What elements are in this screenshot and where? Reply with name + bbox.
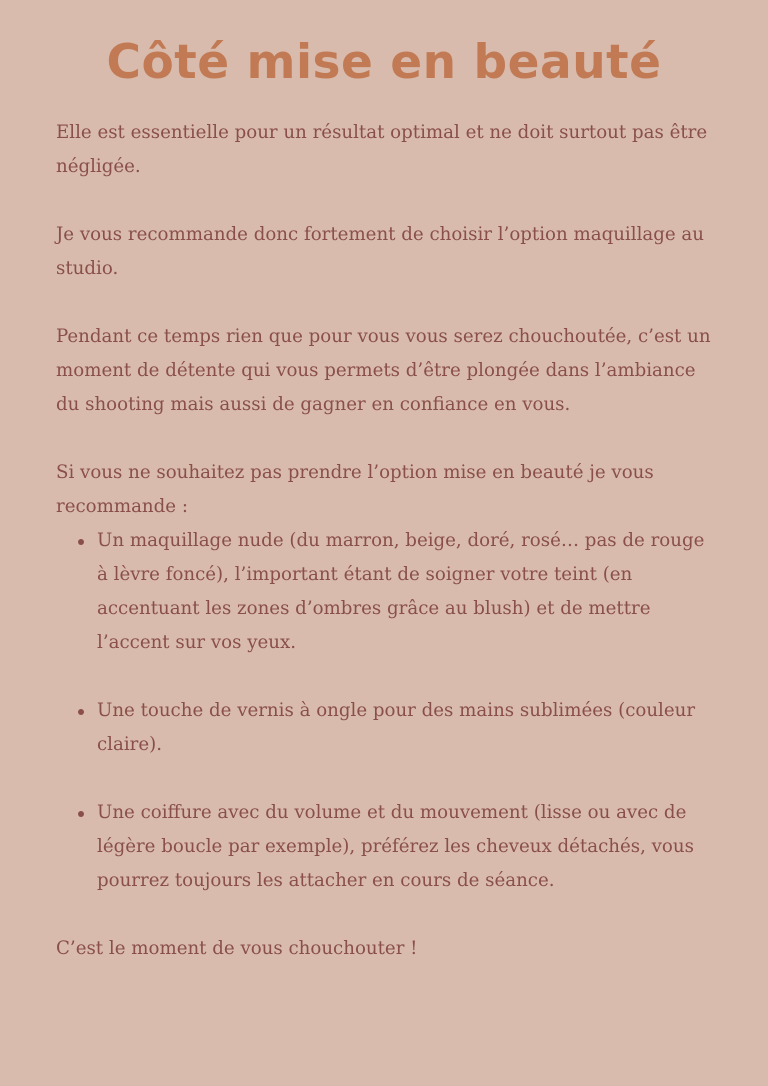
bullet-dot-icon: [78, 539, 84, 545]
document-body: [56, 116, 712, 966]
list-item-makeup: [97, 524, 712, 660]
recommendation-intro: Si vous ne souhaitez pas prendre l’option mise en beauté je vous recommande :: [56, 462, 654, 517]
paragraph-relaxation: Pendant ce temps rien que pour vous vous serez chouchoutée, c’est un moment de détente qui vous permets d’être plongée dans l’ambiance du shooting mais aussi de gagner en confiance en vous.: [56, 326, 711, 415]
paragraph-recommendation: Je vous recommande donc fortement de choisir l’option maquillage au studio.: [56, 224, 704, 279]
list-item-nails: [97, 694, 712, 762]
list-item-text: Un maquillage nude (du marron, beige, doré, rosé… pas de rouge à lèvre foncé), l’important étant de soigner votre teint (en accentuant les zones d’ombres grâce au blush) et de mettre l’accent sur vos yeux.: [97, 530, 705, 653]
paragraph-intro: Elle est essentielle pour un résultat optimal et ne doit surtout pas être négligée.: [56, 122, 708, 177]
bullet-dot-icon: [78, 709, 84, 715]
closing-line: C’est le moment de vous chouchouter !: [56, 938, 418, 959]
list-item-text: Une coiffure avec du volume et du mouvement (lisse ou avec de légère boucle par exemple), préférez les cheveux détachés, vous pourrez toujours les attacher en cours de séance.: [97, 802, 694, 891]
bullet-dot-icon: [78, 811, 84, 817]
list-item-hair: [97, 796, 712, 898]
page-title: Côté mise en beauté: [106, 35, 662, 90]
recommendation-list: [56, 524, 712, 898]
list-item-text: Une touche de vernis à ongle pour des mains sublimées (couleur claire).: [97, 700, 696, 755]
